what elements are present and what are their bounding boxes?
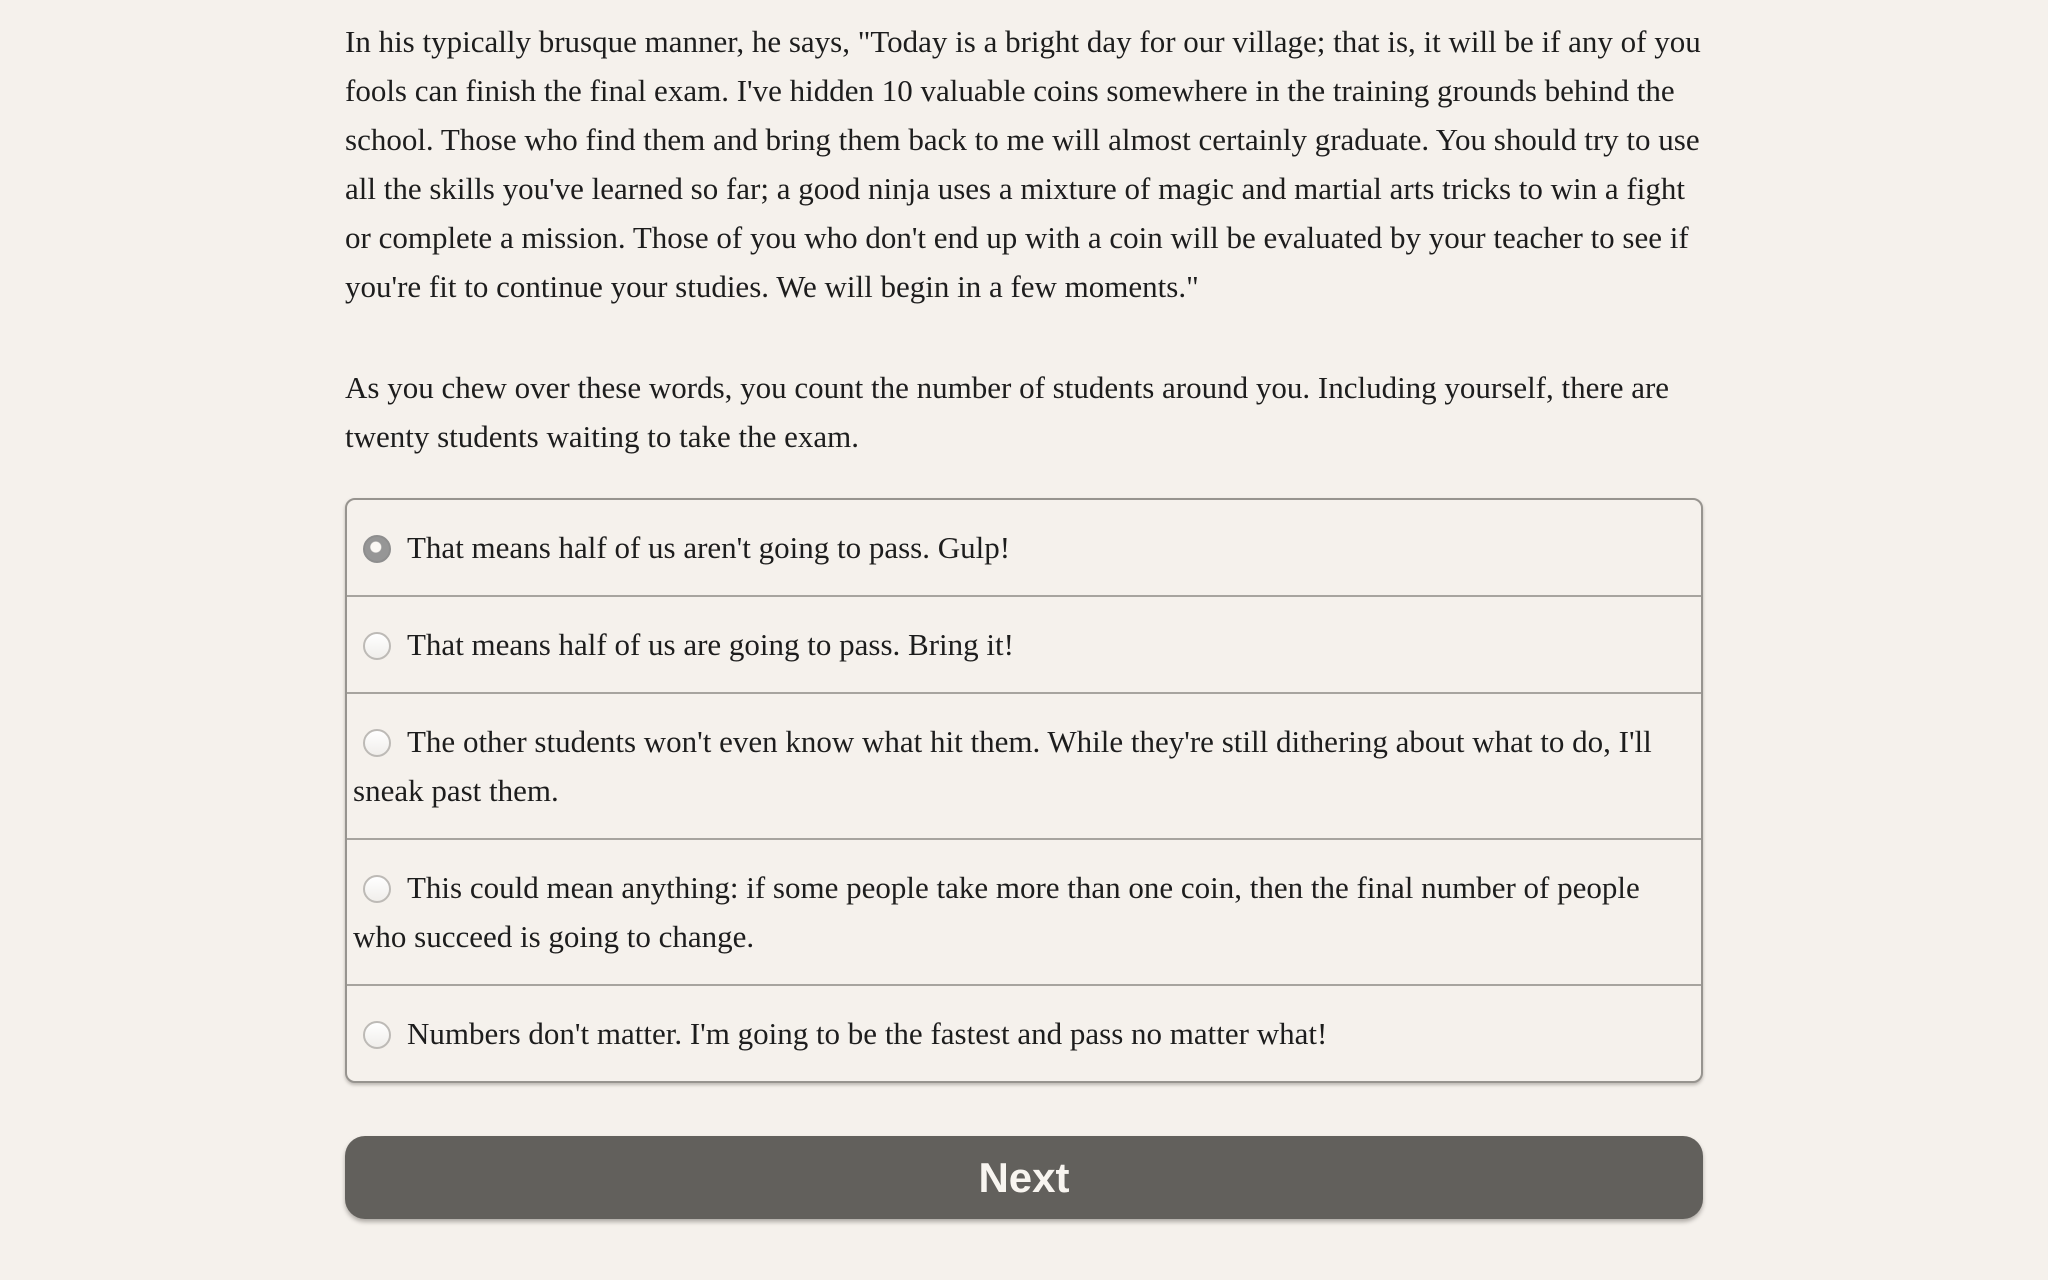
radio-selected-icon[interactable] (363, 535, 391, 563)
story-paragraph-1: In his typically brusque manner, he says, "Today is a bright day for our village; that is, it will be if any of you fools can finish the final exam. I've hidden 10 valuable coins somewhere in the training grounds behind the school. Those who find them and bring them back to me will almost certainly graduate. You should try to use all the skills you've learned so far; a good ninja uses a mixture of magic and martial arts tricks to win a fight or complete a mission. Those of you who don't end up with a coin will be evaluated by your teacher to see if you're fit to continue your studies. We will begin in a few moments." (345, 24, 1701, 304)
choice-option-1-label: That means half of us aren't going to pass. Gulp! (407, 530, 1011, 565)
choice-option-2[interactable] (347, 595, 1701, 692)
next-button[interactable]: Next (345, 1136, 1703, 1219)
choice-option-1[interactable] (347, 500, 1701, 595)
choice-list (345, 498, 1703, 1083)
radio-unselected-icon[interactable] (363, 875, 391, 903)
radio-unselected-icon[interactable] (363, 1021, 391, 1049)
radio-unselected-icon[interactable] (363, 632, 391, 660)
choice-option-2-label: That means half of us are going to pass. Bring it! (407, 627, 1014, 662)
choice-option-4[interactable] (347, 838, 1701, 984)
story-container (345, 0, 1703, 1243)
choice-option-5-label: Numbers don't matter. I'm going to be the fastest and pass no matter what! (407, 1016, 1328, 1051)
choice-option-3-label: The other students won't even know what hit them. While they're still dithering about what to do, I'll sneak past them. (353, 724, 1652, 808)
story-paragraph-2: As you chew over these words, you count the number of students around you. Including yourself, there are twenty students waiting to take the exam. (345, 370, 1670, 454)
radio-unselected-icon[interactable] (363, 729, 391, 757)
choice-option-4-label: This could mean anything: if some people take more than one coin, then the final number of people who succeed is going to change. (353, 870, 1640, 954)
choice-option-3[interactable] (347, 692, 1701, 838)
choice-option-5[interactable] (347, 984, 1701, 1081)
